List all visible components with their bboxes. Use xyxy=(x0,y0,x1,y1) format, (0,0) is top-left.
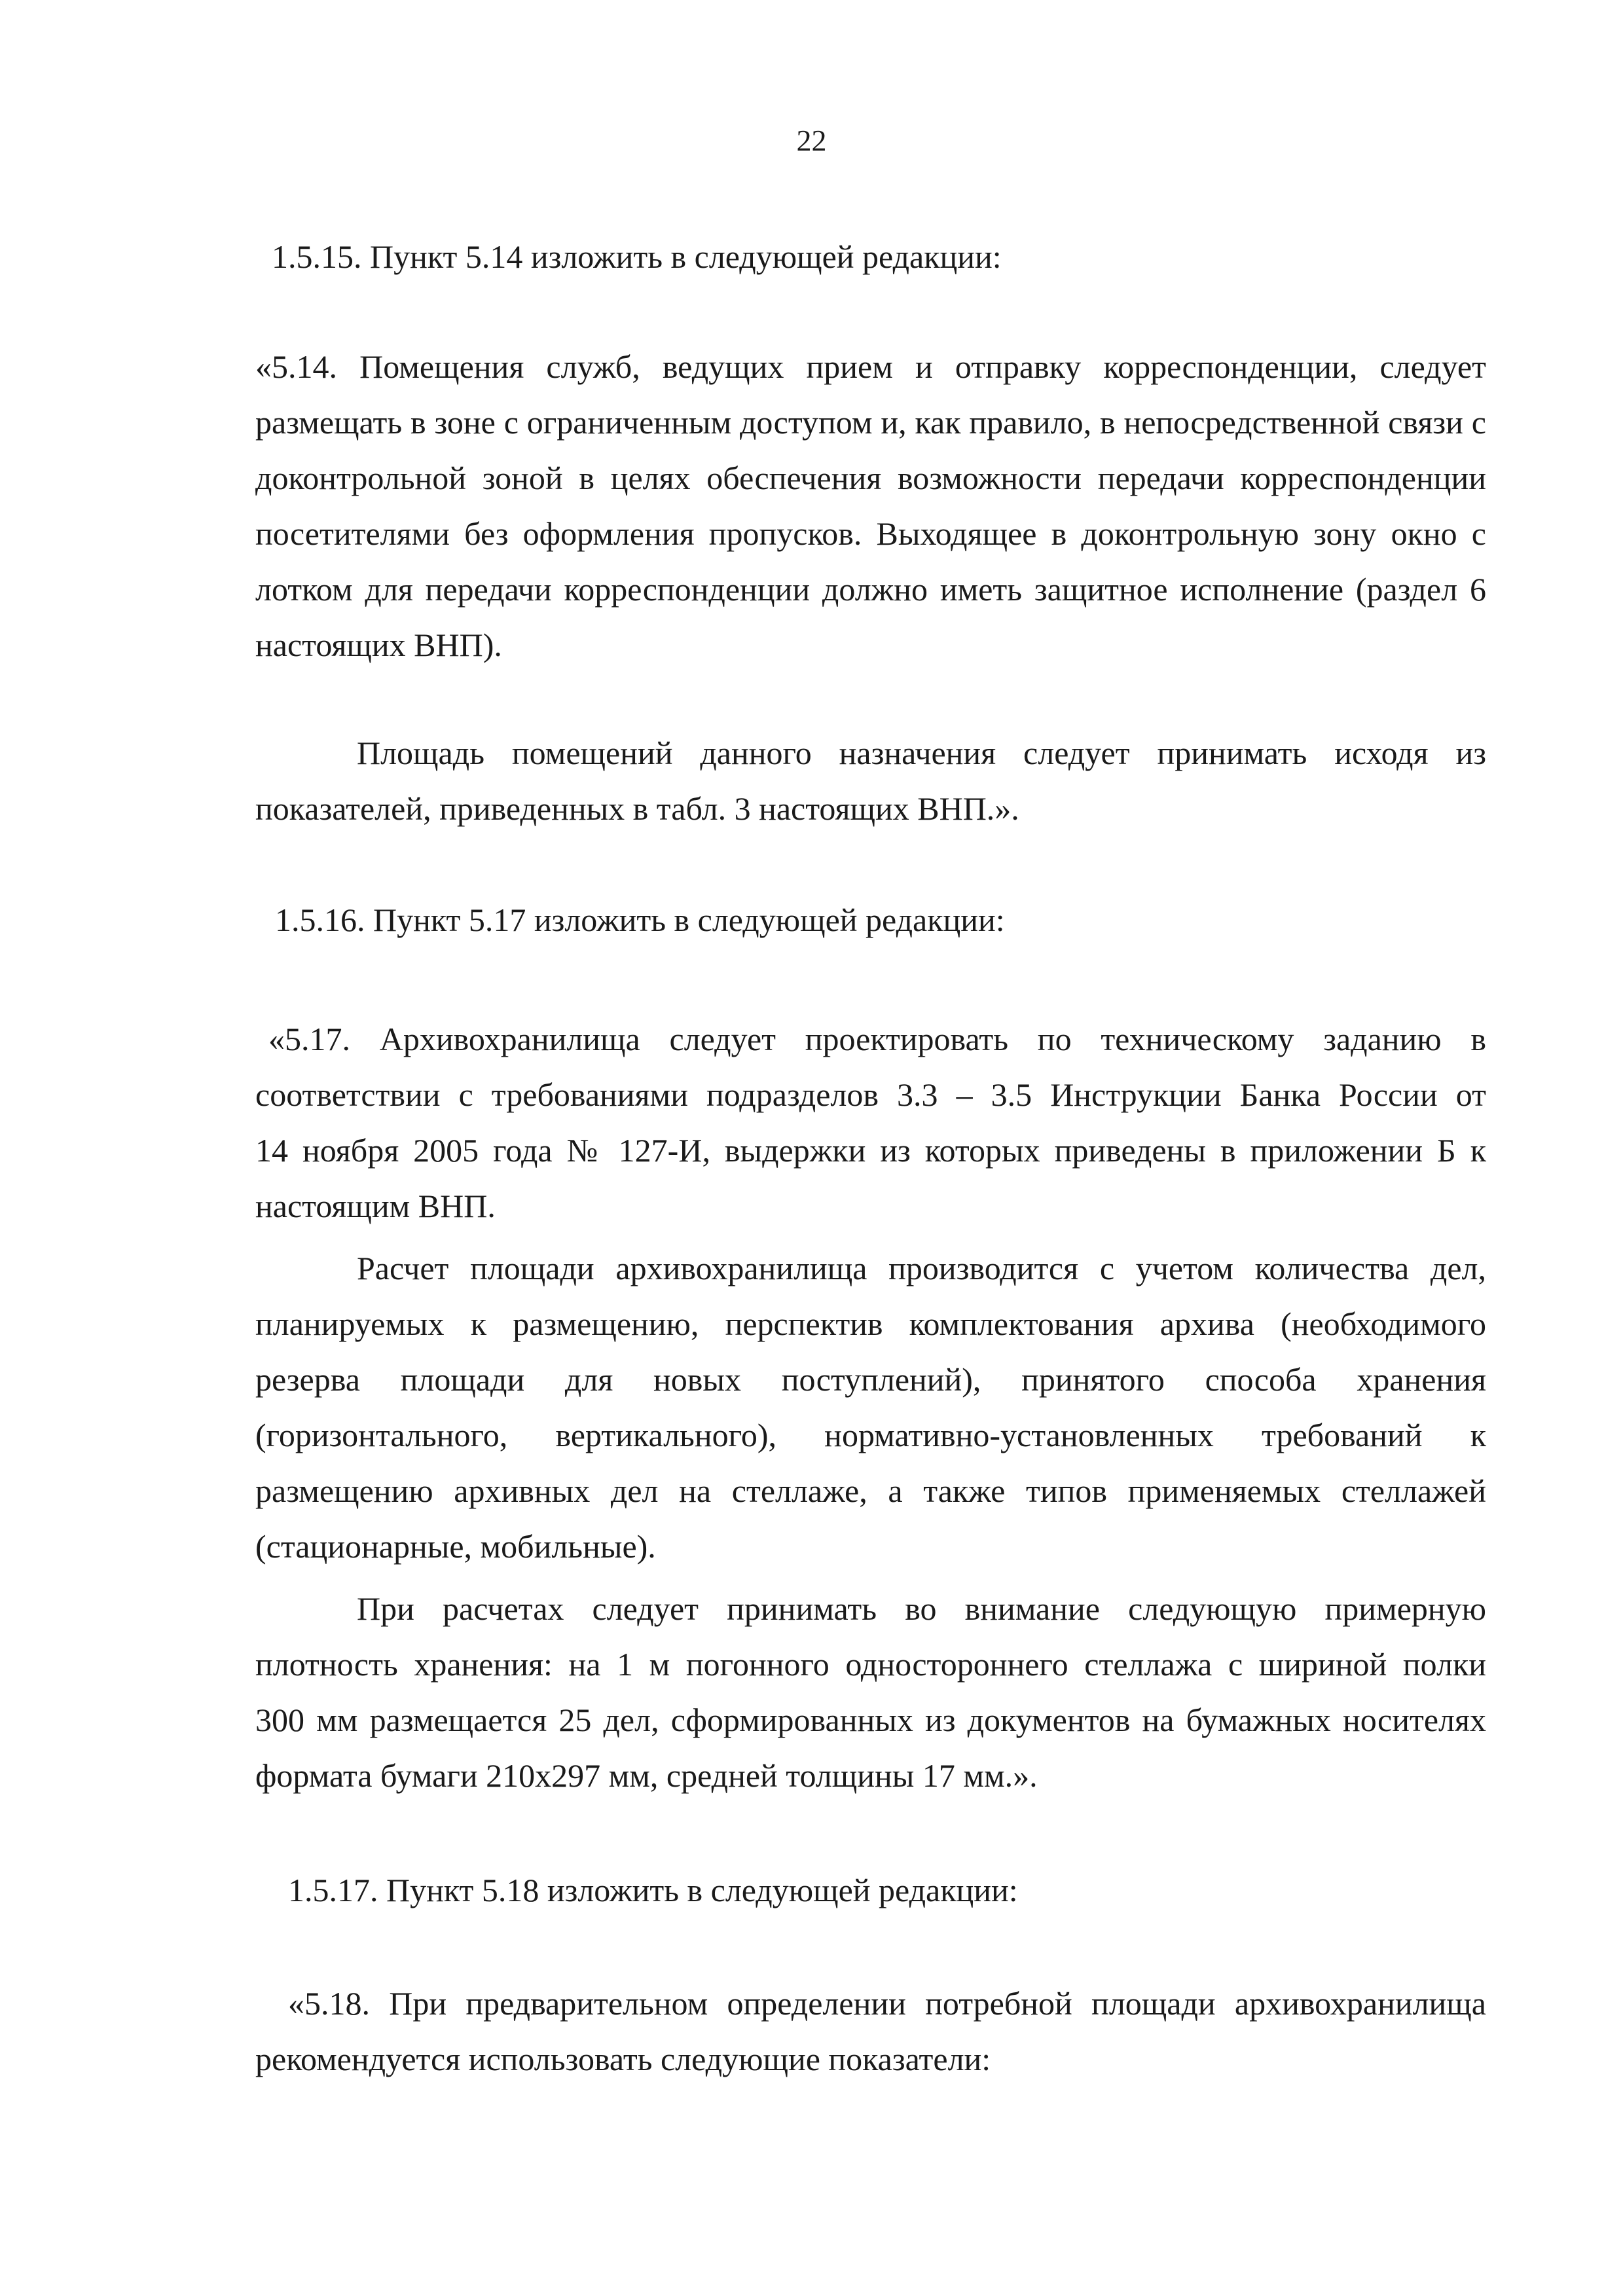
paragraph-5-17-line: соответствии с требованиями подразделов 3.3 – 3.5 Инструкции Банка России от xyxy=(255,1076,1486,1113)
heading-1-5-16: 1.5.16. Пункт 5.17 изложить в следующей редакции: xyxy=(275,902,1005,938)
page-number: 22 xyxy=(796,124,827,157)
paragraph-calc-line: размещению архивных дел на стеллаже, а также типов применяемых стеллажей xyxy=(255,1472,1486,1509)
paragraph-density-line: 300 мм размещается 25 дел, сформированных из документов на бумажных носителях xyxy=(255,1702,1486,1738)
paragraph-5-18-line: рекомендуется использовать следующие показатели: xyxy=(255,2041,991,2077)
paragraph-area-line: показателей, приведенных в табл. 3 настоящих ВНП.». xyxy=(255,790,1019,827)
heading-1-5-15: 1.5.15. Пункт 5.14 изложить в следующей редакции: xyxy=(272,238,1002,275)
paragraph-5-14-line: доконтрольной зоной в целях обеспечения возможности передачи корреспонденции xyxy=(255,460,1486,496)
paragraph-5-14-line: размещать в зоне с ограниченным доступом и, как правило, в непосредственной связи с xyxy=(255,404,1486,441)
paragraph-5-18-line: «5.18. При предварительном определении потребной площади архивохранилища xyxy=(288,1985,1486,2022)
paragraph-calc-line: (горизонтального, вертикального), нормативно-установленных требований к xyxy=(255,1417,1486,1453)
paragraph-density-line: При расчетах следует принимать во внимание следующую примерную xyxy=(357,1590,1486,1627)
paragraph-calc-line: Расчет площади архивохранилища производится с учетом количества дел, xyxy=(357,1250,1486,1286)
paragraph-calc-line: резерва площади для новых поступлений), принятого способа хранения xyxy=(255,1361,1486,1398)
paragraph-5-17-line: «5.17. Архивохранилища следует проектировать по техническому заданию в xyxy=(268,1021,1486,1057)
paragraph-5-17-line: 14 ноября 2005 года № 127-И, выдержки из которых приведены в приложении Б к xyxy=(255,1132,1486,1169)
paragraph-density-line: плотность хранения: на 1 м погонного одностороннего стеллажа с шириной полки xyxy=(255,1646,1486,1683)
paragraph-density-line: формата бумаги 210х297 мм, средней толщины 17 мм.». xyxy=(255,1757,1038,1794)
paragraph-5-14-line: посетителями без оформления пропусков. Выходящее в доконтрольную зону окно с xyxy=(255,515,1486,552)
paragraph-5-14-line: настоящих ВНП). xyxy=(255,627,502,663)
heading-1-5-17: 1.5.17. Пункт 5.18 изложить в следующей редакции: xyxy=(288,1872,1018,1908)
paragraph-5-14-line: лотком для передачи корреспонденции должно иметь защитное исполнение (раздел 6 xyxy=(255,571,1486,608)
paragraph-calc-line: планируемых к размещению, перспектив комплектования архива (необходимого xyxy=(255,1305,1486,1342)
paragraph-area-line: Площадь помещений данного назначения следует принимать исходя из xyxy=(357,735,1486,771)
paragraph-calc-line: (стационарные, мобильные). xyxy=(255,1528,656,1565)
paragraph-5-17-line: настоящим ВНП. xyxy=(255,1188,496,1224)
paragraph-5-14-line: «5.14. Помещения служб, ведущих прием и отправку корреспонденции, следует xyxy=(255,348,1486,385)
